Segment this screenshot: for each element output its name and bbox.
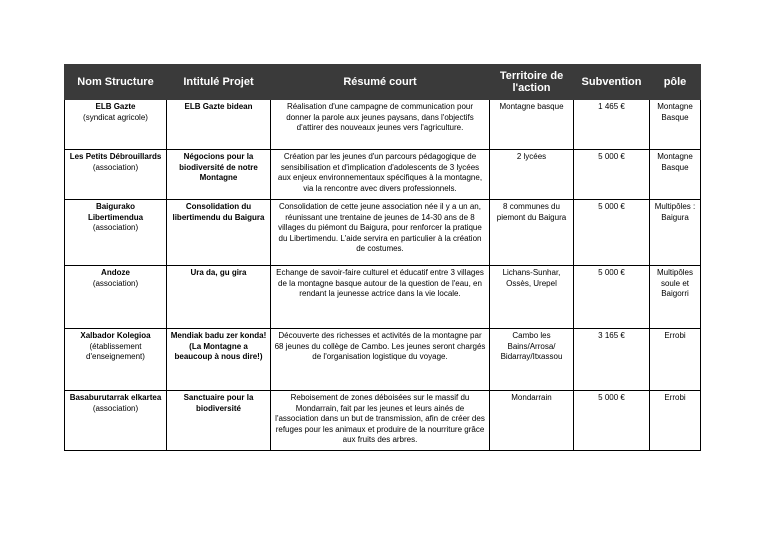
table-row	[65, 100, 701, 150]
structure-name: Basaburutarrak elkartea	[69, 393, 162, 402]
cell-pole: Multipôles : Baigura	[650, 200, 701, 266]
cell-territoire: Mondarrain	[490, 391, 574, 451]
header-structure: Nom Structure	[65, 65, 167, 100]
header-pole: pôle	[650, 65, 701, 100]
structure-name: Baigurako Libertimendua	[87, 202, 144, 222]
structure-type: (association)	[92, 223, 139, 233]
cell-structure	[65, 100, 167, 150]
cell-subvention: 1 465 €	[574, 100, 650, 150]
cell-projet: Consolidation du libertimendu du Baigura	[167, 200, 271, 266]
cell-territoire: Cambo les Bains/Arrosa/ Bidarray/Itxassou	[490, 329, 574, 391]
cell-resume: Création par les jeunes d'un parcours pédagogique de sensibilisation et d'implication d'adolescents de 3 lycées aux enjeux environnementaux spécifiques à la montagne, via la rencontre avec divers professionnels.	[271, 150, 490, 200]
structure-type: (établissement d'enseignement)	[86, 341, 145, 362]
cell-territoire: 8 communes du piemont du Baigura	[490, 200, 574, 266]
cell-projet: Sanctuaire pour la biodiversité	[167, 391, 271, 451]
header-territoire: Territoire de l'action	[490, 65, 574, 100]
table-row	[65, 391, 701, 451]
header-projet: Intitulé Projet	[167, 65, 271, 100]
cell-structure	[65, 200, 167, 266]
cell-pole: Montagne Basque	[650, 100, 701, 150]
table-header-row	[65, 65, 701, 100]
structure-name: Andoze	[101, 268, 130, 277]
cell-structure	[65, 329, 167, 391]
cell-pole: Montagne Basque	[650, 150, 701, 200]
structure-type: (association)	[92, 278, 139, 288]
cell-structure	[65, 391, 167, 451]
cell-resume: Réalisation d'une campagne de communication pour donner la parole aux jeunes paysans, dans l'objectifs d'attirer des nouveaux jeunes vers l'agriculture.	[271, 100, 490, 150]
cell-subvention: 5 000 €	[574, 200, 650, 266]
cell-pole: Errobi	[650, 329, 701, 391]
structure-type: (association)	[92, 403, 139, 413]
structure-name: Xalbador Kolegioa	[80, 331, 151, 340]
cell-territoire: Montagne basque	[490, 100, 574, 150]
cell-resume: Découverte des richesses et activités de la montagne par 68 jeunes du collège de Cambo. Les jeunes seront chargés de l'organisation logistique du voyage.	[271, 329, 490, 391]
cell-structure	[65, 150, 167, 200]
cell-subvention: 5 000 €	[574, 391, 650, 451]
cell-resume: Reboisement de zones déboisées sur le massif du Mondarrain, fait par les jeunes et leurs ainés de l'association dans un but de transmission, afin de créer des refuges pour les animaux et produire de la nourriture grâce aux fruits des arbres.	[271, 391, 490, 451]
cell-projet: Ura da, gu gira	[167, 266, 271, 329]
table-row	[65, 266, 701, 329]
header-subvention: Subvention	[574, 65, 650, 100]
cell-subvention: 5 000 €	[574, 266, 650, 329]
cell-projet: Mendiak badu zer konda! (La Montagne a beaucoup à nous dire!)	[167, 329, 271, 391]
cell-structure	[65, 266, 167, 329]
cell-resume: Echange de savoir-faire culturel et éducatif entre 3 villages de la montagne basque autour de la question de l'eau, en rendant la jeunesse actrice dans la vie locale.	[271, 266, 490, 329]
table-row	[65, 150, 701, 200]
structure-name: Les Petits Débrouillards	[69, 152, 162, 161]
cell-subvention: 5 000 €	[574, 150, 650, 200]
cell-territoire: Lichans-Sunhar, Ossès, Urepel	[490, 266, 574, 329]
table-row	[65, 329, 701, 391]
table-row	[65, 200, 701, 266]
structure-type: (syndicat agricole)	[83, 112, 148, 122]
cell-pole: Multipôles soule et Baigorri	[650, 266, 701, 329]
cell-projet: ELB Gazte bidean	[167, 100, 271, 150]
cell-territoire: 2 lycées	[490, 150, 574, 200]
cell-projet: Négocions pour la biodiversité de notre Montagne	[167, 150, 271, 200]
cell-resume: Consolidation de cette jeune association née il y a un an, réunissant une trentaine de jeunes de 14-30 ans de 8 villages du piémont du Baigura, pour renforcer la pratique du Libertimendu. L'aide servira en particulier à la création de costumes.	[271, 200, 490, 266]
structure-type: (association)	[92, 162, 139, 172]
cell-subvention: 3 165 €	[574, 329, 650, 391]
structure-name: ELB Gazte	[95, 102, 136, 111]
header-resume: Résumé court	[271, 65, 490, 100]
cell-pole: Errobi	[650, 391, 701, 451]
subsidy-table	[64, 64, 701, 451]
